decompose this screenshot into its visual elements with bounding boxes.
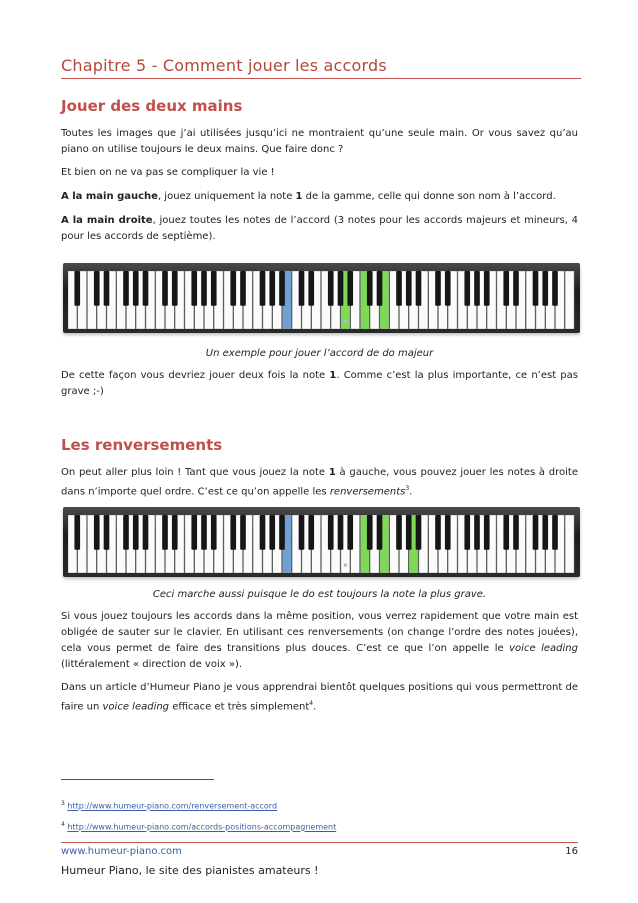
black-key xyxy=(104,515,110,550)
paragraph-simple: Et bien on ne va pas se compliquer la vie ! xyxy=(61,167,275,178)
caption-do-majeur: Un exemple pour jouer l’accord de do majeur xyxy=(205,348,434,359)
black-key xyxy=(464,271,470,306)
footer-site-link[interactable]: www.humeur-piano.com xyxy=(61,846,182,857)
black-key xyxy=(513,515,519,550)
black-key xyxy=(191,271,197,306)
footnote-link-accords[interactable]: http://www.humeur-piano.com/accords-positions-accompagnement xyxy=(67,822,337,832)
black-key xyxy=(445,515,451,550)
black-key xyxy=(367,515,373,550)
paragraph-intro: Toutes les images que j’ai utilisées jusqu’ici ne montraient qu’une seule main. Or vous savez qu’au piano on utilise toujours le deux mains. Que faire donc ? xyxy=(61,128,578,155)
footnote-4 xyxy=(61,821,336,832)
footnote-ref-3[interactable]: 3 xyxy=(405,485,410,492)
black-key xyxy=(201,515,207,550)
paragraph-left-hand xyxy=(61,189,578,205)
paragraph-article xyxy=(61,680,578,715)
two-times-text-b: . Comme c’est la plus importante, ce n’est pas grave ;-) xyxy=(61,370,578,397)
black-key xyxy=(143,271,149,306)
black-key xyxy=(74,271,80,306)
black-key xyxy=(74,515,80,550)
inversions-term: renversements xyxy=(329,486,406,498)
black-key xyxy=(162,271,168,306)
voice-leading-text-a: Si vous jouez toujours les accords dans la même position, vous verrez rapidement que votre main est obligée de sauter sur le clavier. En utilisant ces renversements (on change l’ordre des notes jouées), cela vous permet de faire des transitions plus douces. C’est ce que l’on appelle le xyxy=(61,611,578,654)
footnote-number: 3 xyxy=(61,800,65,807)
black-key xyxy=(445,271,451,306)
right-hand-text: , jouez toutes les notes de l’accord (3 notes pour les accords majeurs et mineurs, 4 pour les accords de septième). xyxy=(61,215,578,242)
black-key xyxy=(328,515,334,550)
black-key xyxy=(240,271,246,306)
black-key xyxy=(308,515,314,550)
black-key xyxy=(416,271,422,306)
black-key xyxy=(269,515,275,550)
black-key xyxy=(474,515,480,550)
black-key xyxy=(279,515,285,550)
black-key xyxy=(269,271,275,306)
black-key xyxy=(299,271,305,306)
chapter-title: Chapitre 5 - Comment jouer les accords xyxy=(61,56,581,79)
black-key xyxy=(172,515,178,550)
left-hand-label: A la main gauche xyxy=(61,191,158,202)
black-key xyxy=(377,271,383,306)
two-times-text-a: De cette façon vous devriez jouer deux fois la note xyxy=(61,370,330,381)
footer-divider xyxy=(61,842,578,843)
white-key xyxy=(565,271,574,329)
black-key xyxy=(123,271,129,306)
black-key xyxy=(133,515,139,550)
middle-c-marker xyxy=(344,563,348,567)
article-end: . xyxy=(313,701,317,713)
black-key xyxy=(552,515,558,550)
black-key xyxy=(542,271,548,306)
paragraph-inversions xyxy=(61,465,578,500)
black-key xyxy=(338,515,344,550)
black-key xyxy=(552,271,558,306)
black-key xyxy=(533,271,539,306)
article-text-a: Dans un article d’Humeur Piano je vous apprendrai bientôt quelques positions qui vous permettront de faire un xyxy=(61,682,578,713)
black-key xyxy=(474,271,480,306)
paragraph-voice-leading xyxy=(61,609,578,673)
black-key xyxy=(94,515,100,550)
black-key xyxy=(396,515,402,550)
black-key xyxy=(533,515,539,550)
black-key xyxy=(104,271,110,306)
black-key xyxy=(464,515,470,550)
article-term: voice leading xyxy=(102,701,170,713)
black-key xyxy=(133,271,139,306)
black-key xyxy=(279,271,285,306)
black-key xyxy=(191,515,197,550)
voice-leading-term: voice leading xyxy=(509,643,578,654)
section-title-two-hands: Jouer des deux mains xyxy=(61,97,243,115)
footnote-number: 4 xyxy=(61,821,65,828)
inversions-note: 1 xyxy=(328,467,336,478)
black-key xyxy=(406,271,412,306)
black-key xyxy=(377,515,383,550)
black-key xyxy=(230,515,236,550)
black-key xyxy=(367,271,373,306)
two-times-note: 1 xyxy=(329,370,337,381)
keyboard-keys xyxy=(68,271,575,329)
black-key xyxy=(143,515,149,550)
middle-c-marker xyxy=(344,319,348,323)
paragraph-right-hand xyxy=(61,213,578,245)
article-text-b: efficace et très simplement xyxy=(169,701,310,713)
left-hand-text-a: , jouez uniquement la note xyxy=(157,191,296,202)
paragraph-two-times xyxy=(61,368,578,400)
caption-renversement: Ceci marche aussi puisque le do est toujours la note la plus grave. xyxy=(152,589,487,600)
black-key xyxy=(406,515,412,550)
black-key xyxy=(299,515,305,550)
black-key xyxy=(542,515,548,550)
black-key xyxy=(347,271,353,306)
left-hand-note: 1 xyxy=(295,191,303,202)
black-key xyxy=(123,515,129,550)
section-title-inversions: Les renversements xyxy=(61,436,223,454)
inversions-end: . xyxy=(409,486,413,498)
black-key xyxy=(230,271,236,306)
white-key xyxy=(565,515,574,573)
black-key xyxy=(435,515,441,550)
page-number: 16 xyxy=(565,846,578,857)
black-key xyxy=(328,271,334,306)
black-key xyxy=(484,515,490,550)
footnote-link-renversement[interactable]: http://www.humeur-piano.com/renversement-accord xyxy=(67,801,278,811)
black-key xyxy=(484,271,490,306)
black-key xyxy=(240,515,246,550)
black-key xyxy=(338,271,344,306)
black-key xyxy=(396,271,402,306)
voice-leading-text-b: (littéralement « direction de voix »). xyxy=(61,659,243,670)
black-key xyxy=(435,271,441,306)
black-key xyxy=(211,271,217,306)
piano-keyboard-do-majeur xyxy=(63,263,580,333)
black-key xyxy=(347,515,353,550)
right-hand-label: A la main droite xyxy=(61,215,153,226)
black-key xyxy=(162,515,168,550)
black-key xyxy=(416,515,422,550)
black-key xyxy=(308,271,314,306)
footer-tagline: Humeur Piano, le site des pianistes amateurs ! xyxy=(61,864,319,877)
left-hand-text-b: de la gamme, celle qui donne son nom à l’accord. xyxy=(302,191,556,202)
footnote-3 xyxy=(61,800,277,811)
black-key xyxy=(211,515,217,550)
black-key xyxy=(94,271,100,306)
keyboard-keys xyxy=(68,515,575,573)
footnote-divider xyxy=(61,779,214,780)
black-key xyxy=(201,271,207,306)
piano-keyboard-renversement xyxy=(63,507,580,577)
black-key xyxy=(503,271,509,306)
black-key xyxy=(260,515,266,550)
footnote-ref-4[interactable]: 4 xyxy=(309,700,314,707)
black-key xyxy=(172,271,178,306)
black-key xyxy=(260,271,266,306)
black-key xyxy=(513,271,519,306)
inversions-text-b: à gauche, vous pouvez jouer les notes à droite dans n’importe quel ordre. C’est ce qu’on appelle les xyxy=(61,467,579,498)
black-key xyxy=(503,515,509,550)
inversions-text-a: On peut aller plus loin ! Tant que vous jouez la note xyxy=(61,467,329,478)
